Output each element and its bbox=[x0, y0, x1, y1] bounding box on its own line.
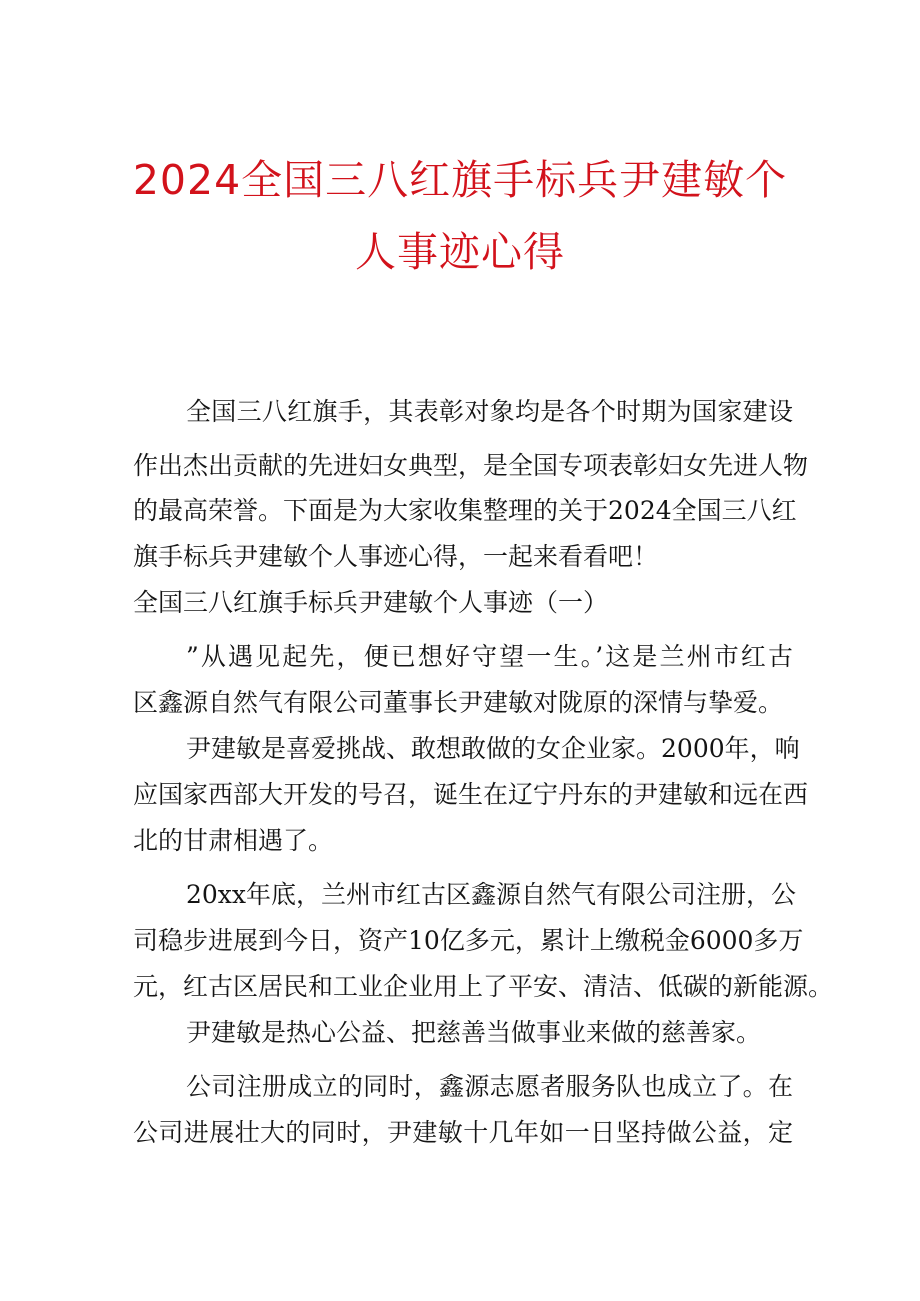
paragraph-line: 北的甘肃相遇了。 bbox=[133, 826, 334, 855]
paragraph-line: 旗手标兵尹建敏个人事迹心得，一起来看看吧！ bbox=[133, 542, 659, 571]
section-heading: 全国三八红旗手标兵尹建敏个人事迹（一） bbox=[133, 588, 609, 617]
document-title-line-2: 人事迹心得 bbox=[355, 228, 565, 276]
paragraph-line: 全国三八红旗手，其表彰对象均是各个时期为国家建设 bbox=[186, 397, 793, 426]
paragraph-line: 尹建敏是喜爱挑战、敢想敢做的女企业家。2000年，响 bbox=[186, 734, 800, 763]
paragraph-line: 作出杰出贡献的先进妇女典型，是全国专项表彰妇女先进人物 bbox=[133, 451, 809, 480]
paragraph-line: 区鑫源自然气有限公司董事长尹建敏对陇原的深情与挚爱。 bbox=[133, 688, 784, 717]
paragraph-line: 尹建敏是热心公益、把慈善当做事业来做的慈善家。 bbox=[186, 1018, 762, 1047]
paragraph-line: 公司进展壮大的同时，尹建敏十几年如一日坚持做公益，定 bbox=[133, 1118, 793, 1147]
paragraph-line: 20xx年底，兰州市红古区鑫源自然气有限公司注册，公 bbox=[186, 880, 797, 909]
paragraph-line: 应国家西部大开发的号召，诞生在辽宁丹东的尹建敏和远在西 bbox=[133, 780, 809, 809]
paragraph-line: ”从遇见起先，便已想好守望一生。’这是兰州市红古 bbox=[186, 642, 793, 671]
paragraph-line: 元，红古区居民和工业企业用上了平安、清洁、低碳的新能源。 bbox=[133, 972, 834, 1001]
paragraph-line: 的最高荣誉。下面是为大家收集整理的关于2024全国三八红 bbox=[133, 496, 797, 525]
paragraph-line: 司稳步进展到今日，资产10亿多元，累计上缴税金6000多万 bbox=[133, 926, 804, 955]
document-title-line-1: 2024全国三八红旗手标兵尹建敏个 bbox=[132, 156, 788, 204]
paragraph-line: 公司注册成立的同时，鑫源志愿者服务队也成立了。在 bbox=[186, 1072, 793, 1101]
